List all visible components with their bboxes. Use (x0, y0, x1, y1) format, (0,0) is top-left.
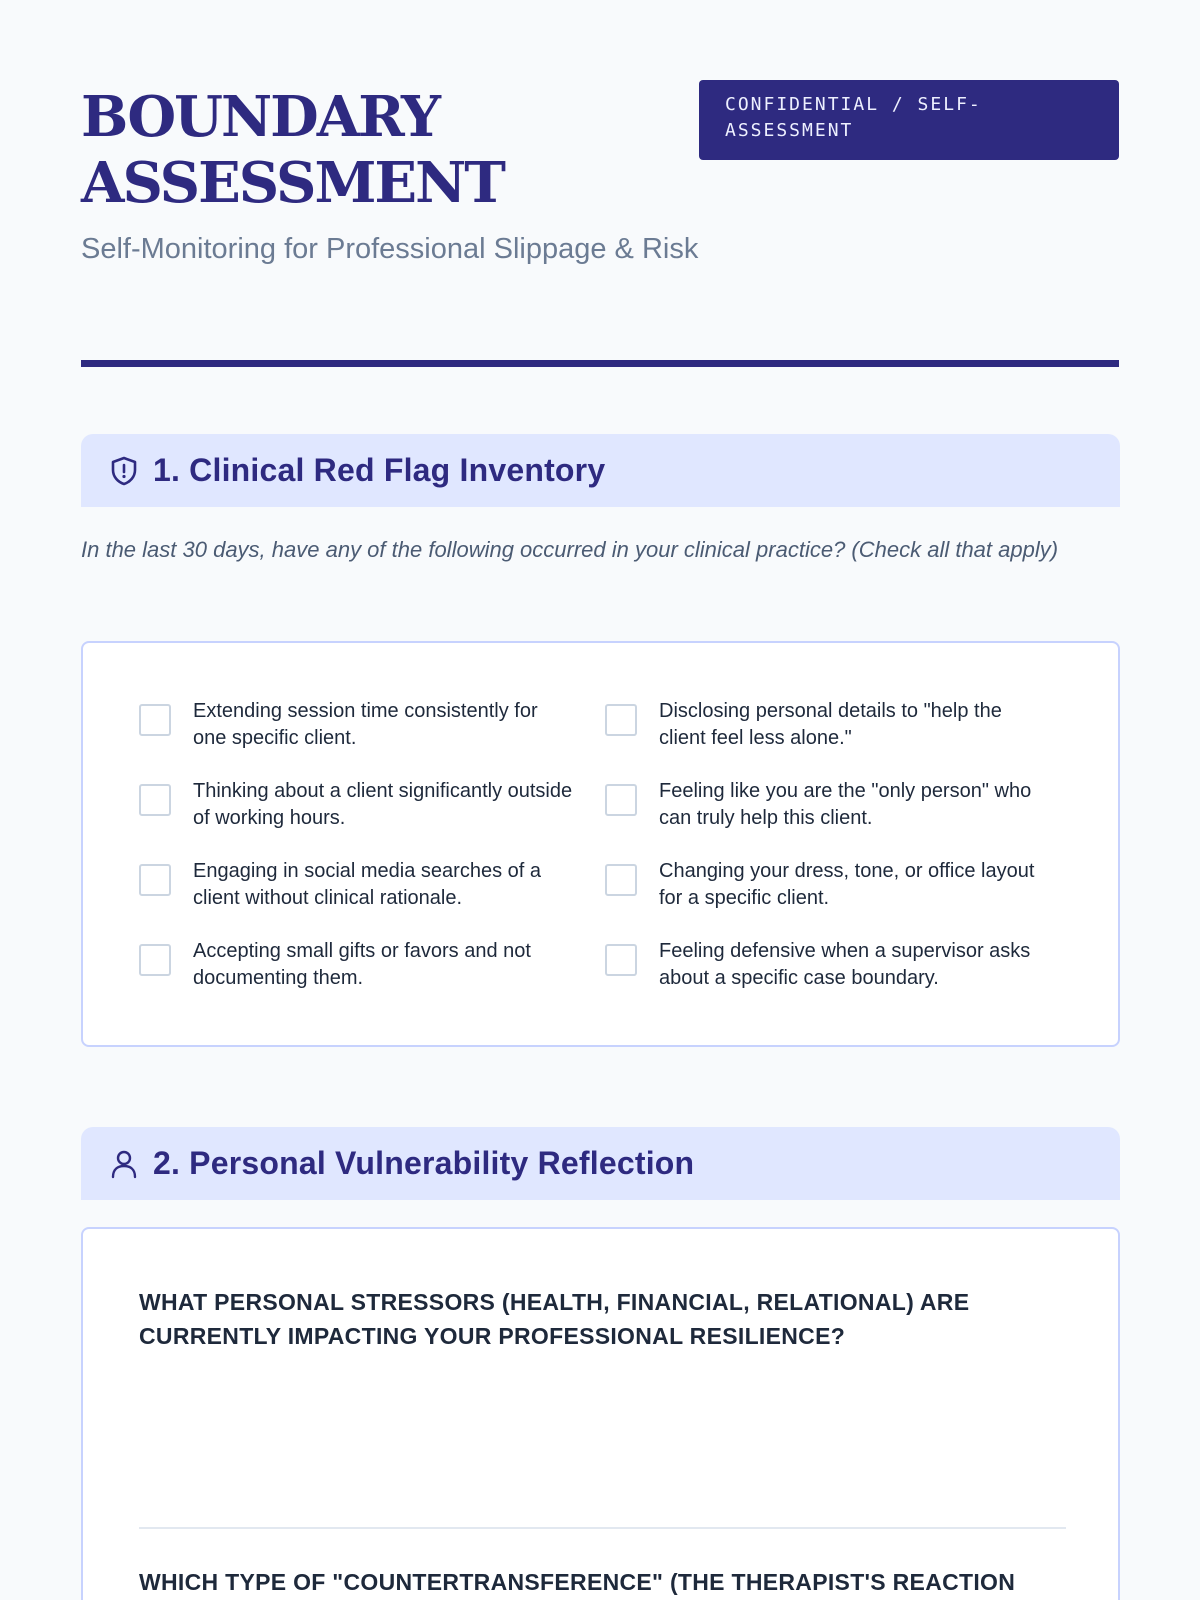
section-2-title: 2. Personal Vulnerability Reflection (153, 1145, 695, 1181)
checklist-item-label: Accepting small gifts or favors and not documenting them. (193, 940, 531, 989)
checklist-item[interactable] (139, 778, 605, 832)
red-flag-checklist (139, 698, 1069, 992)
section-2-heading (81, 1127, 1120, 1200)
checkbox[interactable] (605, 704, 637, 736)
checklist-item-label: Feeling defensive when a supervisor asks about a specific case boundary. (659, 940, 1031, 989)
checklist-item-label: Disclosing personal details to "help the client feel less alone." (659, 700, 1002, 749)
red-flag-card (81, 641, 1120, 1047)
shield-alert-icon (109, 456, 139, 486)
checklist-item[interactable] (605, 938, 1069, 992)
section-1-heading (81, 434, 1120, 507)
reflection-card (81, 1227, 1120, 1600)
section-1-intro: In the last 30 days, have any of the following occurred in your clinical practice? (Check all that apply) (81, 537, 1059, 562)
checklist-item-label: Changing your dress, tone, or office layout for a specific client. (659, 860, 1035, 909)
checkbox[interactable] (139, 944, 171, 976)
personal-stressors-answer[interactable] (139, 1369, 1066, 1529)
page-subtitle: Self-Monitoring for Professional Slippage & Risk (81, 233, 699, 265)
header-divider (81, 360, 1119, 367)
page-title: BOUNDARY ASSESSMENT (81, 84, 504, 216)
checklist-item-label: Engaging in social media searches of a client without clinical rationale. (193, 860, 541, 909)
checkbox[interactable] (605, 944, 637, 976)
checkbox[interactable] (605, 864, 637, 896)
checklist-item[interactable] (139, 698, 605, 752)
section-1-title: 1. Clinical Red Flag Inventory (153, 452, 606, 488)
checkbox[interactable] (605, 784, 637, 816)
user-icon (109, 1149, 139, 1179)
page-header (81, 0, 1119, 368)
checklist-item[interactable] (605, 698, 1069, 752)
checklist-item-label: Thinking about a client significantly outside of working hours. (193, 780, 573, 829)
checklist-item[interactable] (605, 858, 1069, 912)
checkbox[interactable] (139, 704, 171, 736)
checklist-item-label: Extending session time consistently for one specific client. (193, 700, 538, 749)
confidential-badge: CONFIDENTIAL / SELF-ASSESSMENT (699, 80, 1119, 160)
checkbox[interactable] (139, 784, 171, 816)
question-countertransference: WHICH TYPE OF "COUNTERTRANSFERENCE" (THE THERAPIST'S REACTION (139, 1569, 1016, 1595)
checklist-item[interactable] (139, 858, 605, 912)
checklist-item[interactable] (139, 938, 605, 992)
question-personal-stressors: WHAT PERSONAL STRESSORS (HEALTH, FINANCIAL, RELATIONAL) ARE CURRENTLY IMPACTING YOUR PROFESSIONAL RESILIENCE? (139, 1289, 970, 1349)
checklist-item-label: Feeling like you are the "only person" who can truly help this client. (659, 780, 1032, 829)
checklist-item[interactable] (605, 778, 1069, 832)
checkbox[interactable] (139, 864, 171, 896)
